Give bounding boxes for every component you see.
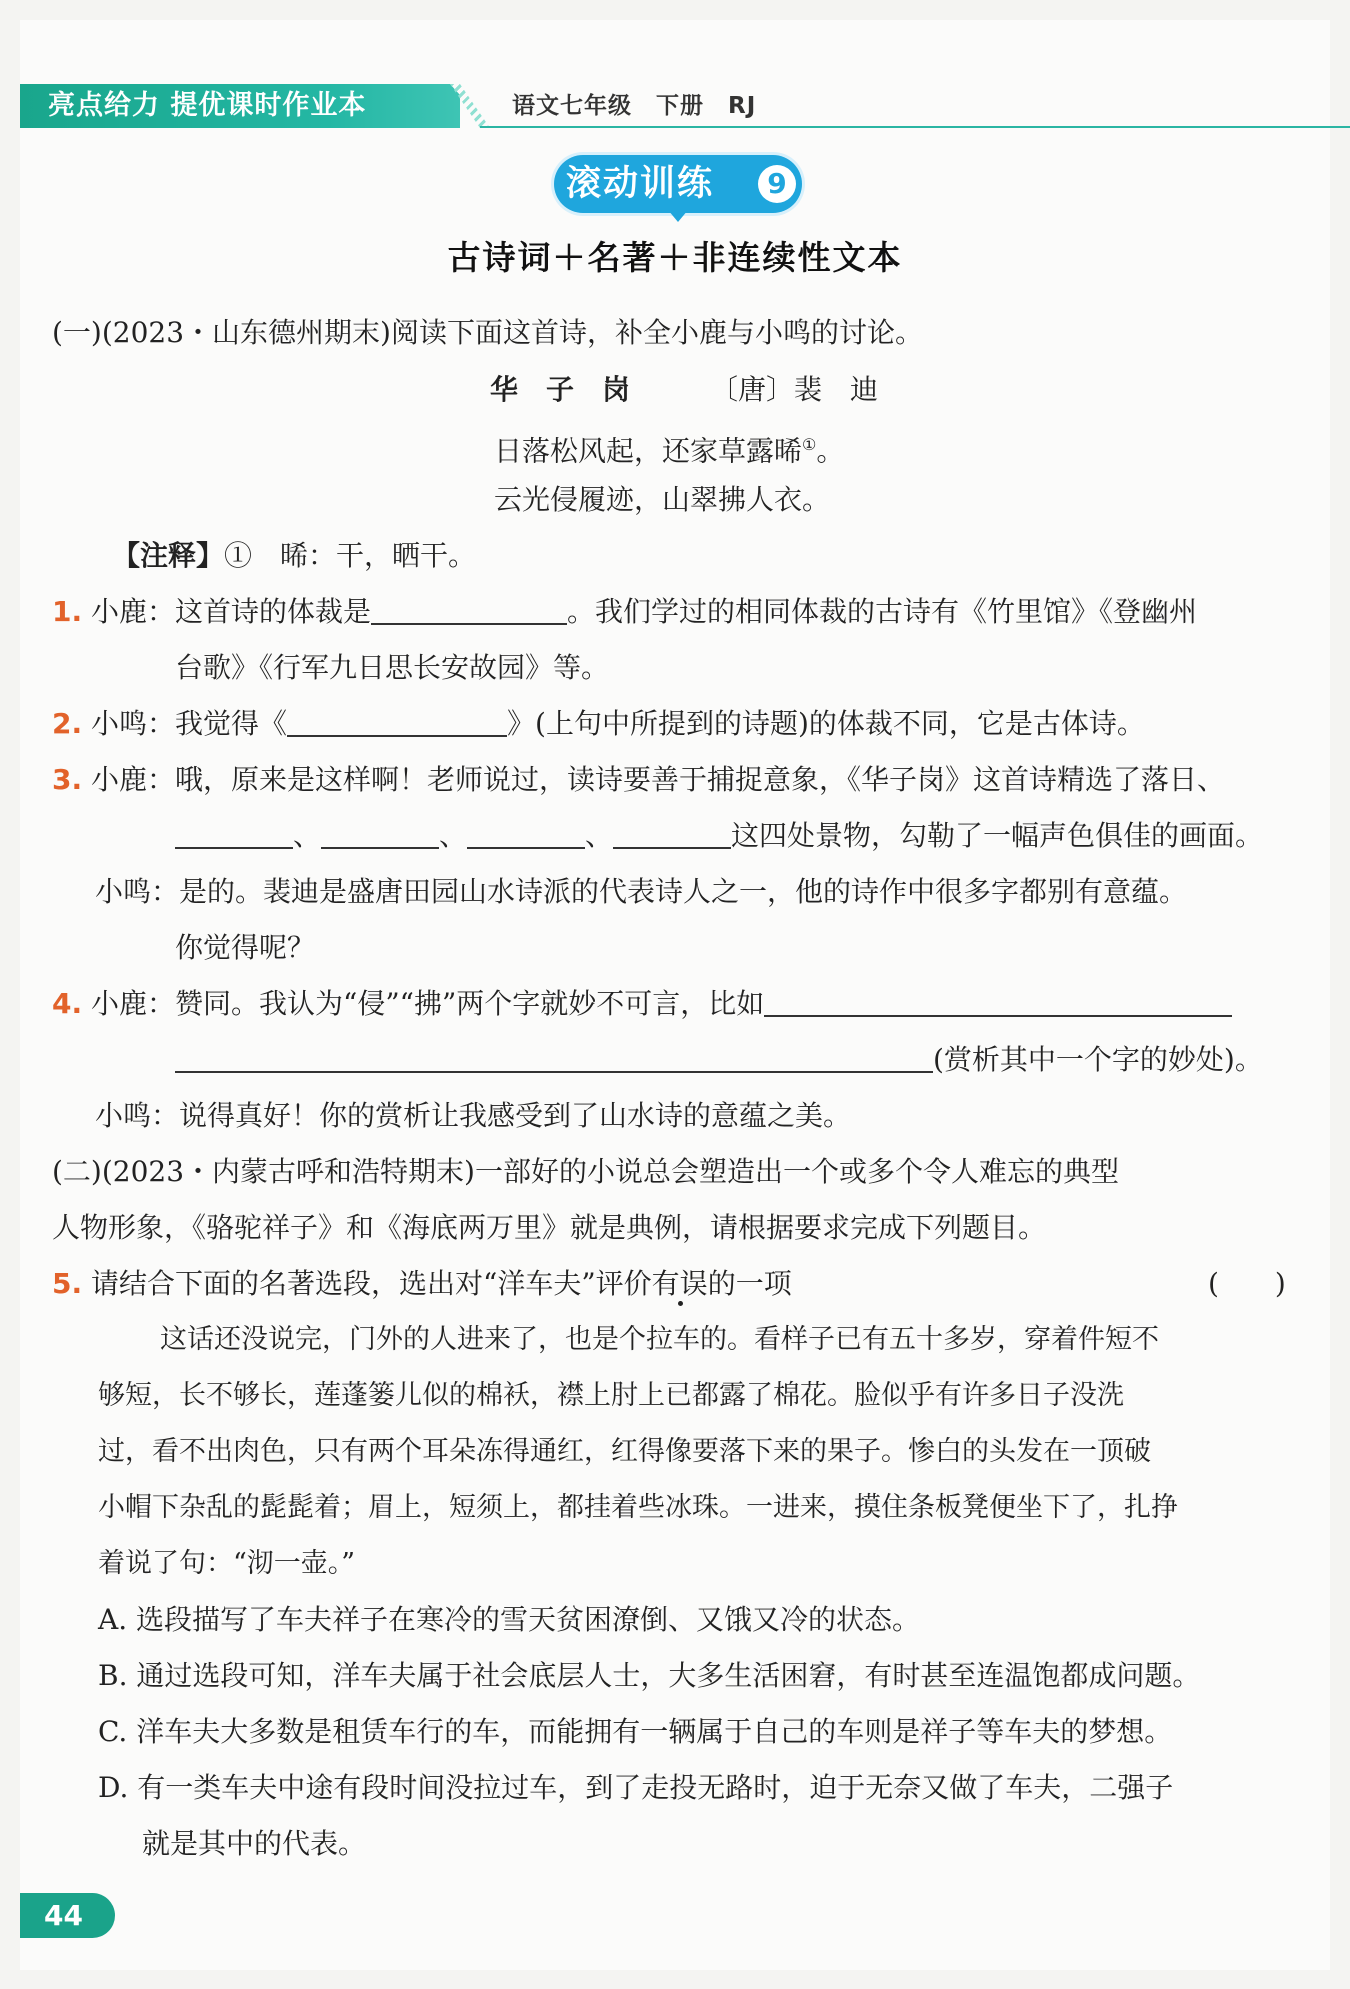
book-subject: 语文七年级 下册 RJ — [512, 93, 757, 119]
section-badge-label: 滚动训练 — [566, 163, 715, 204]
question-1-text-b: 。我们学过的相同体裁的古诗有《竹里馆》《登幽州 — [567, 595, 1198, 628]
dialogue-xiaoming-1: 小鸣：是的。裴迪是盛唐田园山水诗派的代表诗人之一，他的诗作中很多字都别有意蕴。 — [95, 875, 1188, 908]
question-5-text-b: 的一项 — [707, 1267, 792, 1300]
answer-blank-3a[interactable] — [175, 819, 293, 849]
page-number: 44 — [44, 1899, 83, 1932]
question-1-text-a: 小鹿：这首诗的体裁是 — [91, 595, 372, 628]
question-2 — [52, 706, 1145, 742]
blank-separator: 、 — [585, 819, 614, 852]
question-1-cont: 台歌》《行军九日思长安故园》等。 — [175, 651, 610, 684]
question-3-text-b: 这四处景物，勾勒了一幅声色俱佳的画面。 — [731, 819, 1264, 852]
passage-line-5: 着说了句：“沏一壶。” — [98, 1548, 356, 1579]
note-tag: 【注释】 — [112, 539, 225, 572]
header-rule — [480, 126, 1350, 128]
passage-line-4: 小帽下杂乱的髭髭着；眉上，短须上，都挂着些冰珠。一进来，摸住条板凳便坐下了，扎挣 — [98, 1492, 1178, 1523]
answer-blank-2[interactable] — [287, 707, 507, 737]
poem-title: 华 子 岗 — [490, 373, 631, 406]
answer-blank-4a[interactable] — [764, 987, 1232, 1017]
blank-separator: 、 — [293, 819, 322, 852]
question-2-text-a: 小鸣：我觉得《 — [91, 707, 288, 740]
blank-separator: 、 — [439, 819, 468, 852]
part2-intro-2: 人物形象，《骆驼祥子》和《海底两万里》就是典例，请根据要求完成下列题目。 — [52, 1211, 1047, 1244]
poem-footnote-mark: ① — [802, 435, 817, 454]
part1-intro: (一)(2023・山东德州期末)阅读下面这首诗，补全小鹿与小鸣的讨论。 — [52, 316, 923, 349]
question-3 — [52, 762, 1225, 798]
answer-blank-4b[interactable] — [175, 1043, 933, 1073]
dialogue-xiaoming-1-cont: 你觉得呢？ — [175, 931, 316, 964]
question-2-number: 2. — [52, 707, 83, 740]
option-c: C. 洋车夫大多数是租赁车行的车，而能拥有一辆属于自己的车则是祥子等车夫的梦想。 — [98, 1715, 1173, 1748]
part2-intro-1: (二)(2023・内蒙古呼和浩特期末)一部好的小说总会塑造出一个或多个令人难忘的典型 — [52, 1155, 1119, 1188]
question-4-text-a: 小鹿：赞同。我认为“侵”“拂”两个字就妙不可言，比如 — [91, 987, 765, 1020]
option-a: A. 选段描写了车夫祥子在寒冷的雪天贫困潦倒、又饿又冷的状态。 — [98, 1603, 921, 1636]
answer-blank-3b[interactable] — [321, 819, 439, 849]
note-text: ① 晞：干，晒干。 — [224, 539, 477, 572]
book-title: 亮点给力 提优课时作业本 — [48, 90, 367, 121]
passage-line-3: 过，看不出肉色，只有两个耳朵冻得通红，红得像要落下来的果子。惨白的头发在一顶破 — [98, 1436, 1151, 1467]
answer-blank-3c[interactable] — [467, 819, 585, 849]
question-4-text-b: (赏析其中一个字的妙处)。 — [933, 1043, 1263, 1076]
poem-line-1-end: 。 — [816, 434, 845, 468]
question-1 — [52, 594, 1197, 630]
dialogue-xiaoming-2: 小鸣：说得真好！你的赏析让我感受到了山水诗的意蕴之美。 — [95, 1099, 852, 1132]
poem-author: 〔唐〕裴 迪 — [710, 373, 879, 406]
answer-paren-5[interactable]: ( ) — [1208, 1267, 1286, 1300]
question-1-number: 1. — [52, 595, 83, 628]
section-badge-number: 9 — [758, 165, 796, 203]
question-5 — [52, 1266, 792, 1302]
question-5-emphasis: 有误 — [651, 1267, 708, 1300]
question-3-text-a: 小鹿：哦，原来是这样啊！老师说过，读诗要善于捕捉意象，《华子岗》这首诗精选了落日、 — [91, 763, 1226, 796]
poem-line-1 — [494, 427, 844, 469]
option-d-cont: 就是其中的代表。 — [142, 1827, 367, 1860]
passage-line-2: 够短，长不够长，莲蓬篓儿似的棉袄，襟上肘上已都露了棉花。脸似乎有许多日子没洗 — [98, 1380, 1124, 1411]
answer-blank-1[interactable] — [371, 595, 567, 625]
option-d: D. 有一类车夫中途有段时间没拉过车，到了走投无路时，迫于无奈又做了车夫，二强子 — [98, 1771, 1174, 1804]
option-b: B. 通过选段可知，洋车夫属于社会底层人士，大多生活困窘，有时甚至连温饱都成问题。 — [98, 1659, 1201, 1692]
page-header — [20, 84, 1330, 128]
question-5-number: 5. — [52, 1267, 83, 1300]
question-3-number: 3. — [52, 763, 83, 796]
poem-line-1-text: 日落松风起，还家草露晞 — [494, 434, 803, 468]
question-5-text-a: 请结合下面的名著选段，选出对“洋车夫”评价 — [91, 1267, 652, 1300]
question-4-cont — [175, 1042, 1263, 1078]
poem-line-2: 云光侵履迹，山翠拂人衣。 — [494, 483, 831, 516]
passage-line-1: 这话还没说完，门外的人进来了，也是个拉车的。看样子已有五十多岁，穿着件短不 — [160, 1324, 1159, 1355]
question-2-text-b: 》(上句中所提到的诗题)的体裁不同，它是古体诗。 — [507, 707, 1145, 740]
question-3-blanks — [175, 818, 1263, 854]
answer-blank-3d[interactable] — [613, 819, 731, 849]
question-4-number: 4. — [52, 987, 83, 1020]
question-4 — [52, 986, 1232, 1022]
poem-note — [112, 538, 476, 574]
section-title: 古诗词＋名著＋非连续性文本 — [447, 238, 903, 277]
